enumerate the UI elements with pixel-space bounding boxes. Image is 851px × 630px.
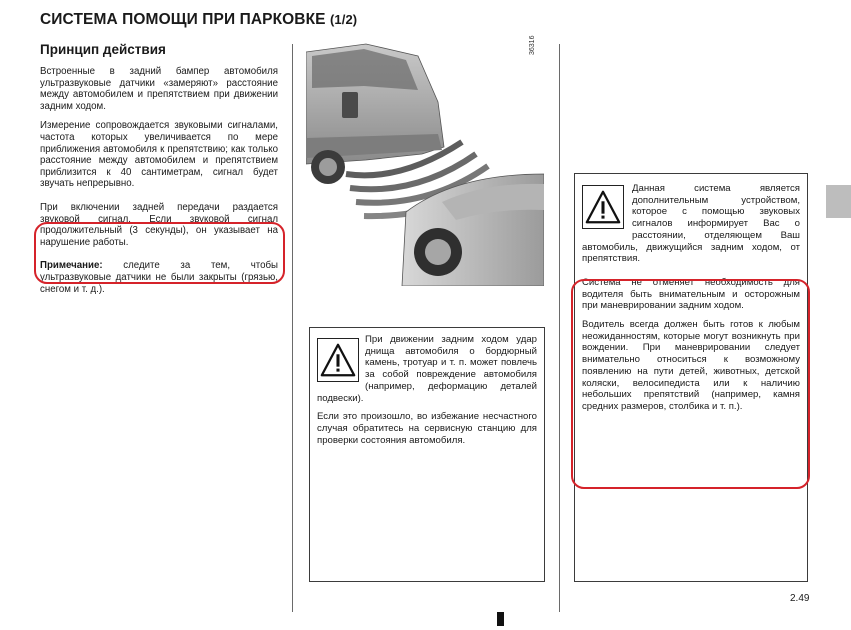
icon-spacer	[317, 334, 365, 382]
figure-code: 36316	[529, 35, 536, 55]
warning-right-paragraph-1	[582, 183, 800, 265]
column-divider-right	[559, 44, 560, 612]
page-title-part: (1/2)	[330, 12, 358, 27]
side-section-tab	[826, 185, 851, 218]
highlight-oval-right	[571, 276, 810, 489]
parking-sensor-illustration	[306, 42, 544, 286]
warning-center-paragraph-1	[317, 334, 537, 404]
warning-right-paragraph-2: Система не отменяет необходимость для водителя быть внимательным и осторожным при маневрировании задним ходом.	[582, 276, 800, 312]
section-heading: Принцип действия	[40, 42, 166, 57]
principle-paragraph-2: Измерение сопровождается звуковыми сигналами, частота которых увеличивается по мере приближения автомобиля к препятствию; как только расстояние между автомобилем и препятствием приблизится к 40 сантиметрам, сигнал будет звучать непрерывно.	[40, 120, 278, 190]
page-marker	[497, 612, 504, 626]
highlight-oval-left	[34, 222, 285, 284]
principle-paragraph-1: Встроенные в задний бампер автомобиля ультразвуковые датчики «замеряют» расстояние между автомобилем и препятствием при движении задним ходом.	[40, 66, 278, 112]
warning-right-paragraph-1-text: Данная система является дополнительным устройством, которое с помощью звуковых сигналов информирует Вас о расстоянии, отделяющем Ваш автомобиль, движущийся задним ходом, от препятствия.	[582, 183, 800, 265]
page-number: 2.49	[790, 593, 810, 604]
warning-box-center	[309, 327, 545, 582]
principle-paragraph-3: При включении задней передачи раздается звуковой сигнал. Если звуковой сигнал продолжительный (3 секунды), он указывает на нарушение работы.	[40, 201, 278, 248]
column-divider-left	[292, 44, 293, 612]
warning-center-paragraph-2: Если это произошло, во избежание несчастного случая обратитесь на сервисную станцию для проверки состояния автомобиля.	[317, 411, 537, 446]
warning-center-text	[317, 334, 537, 453]
warning-right-paragraph-3: Водитель всегда должен быть готов к любым неожиданностям, которые могут возникнуть при вождении. При маневрировании следует внимательно относиться к возможному появлению на пути детей, животных, детской коляски, велосипедиста или к наличию небольших препятствий (например, камня средних размеров, столбика и т. п.).	[582, 319, 800, 412]
note-label: Примечание:	[40, 260, 103, 272]
page-title-text: СИСТЕМА ПОМОЩИ ПРИ ПАРКОВКЕ	[40, 11, 326, 28]
icon-spacer	[582, 183, 632, 231]
note-text: следите за тем, чтобы ультразвуковые датчики не были закрыты (грязью, снегом и т. д.).	[40, 260, 278, 295]
page-title	[40, 11, 357, 29]
warning-center-paragraph-1-text: При движении задним ходом удар днища автомобиля о бордюрный камень, тротуар и т. п. может повлечь за собой повреждение автомобиля (например, деформацию деталей подвески).	[317, 334, 537, 404]
